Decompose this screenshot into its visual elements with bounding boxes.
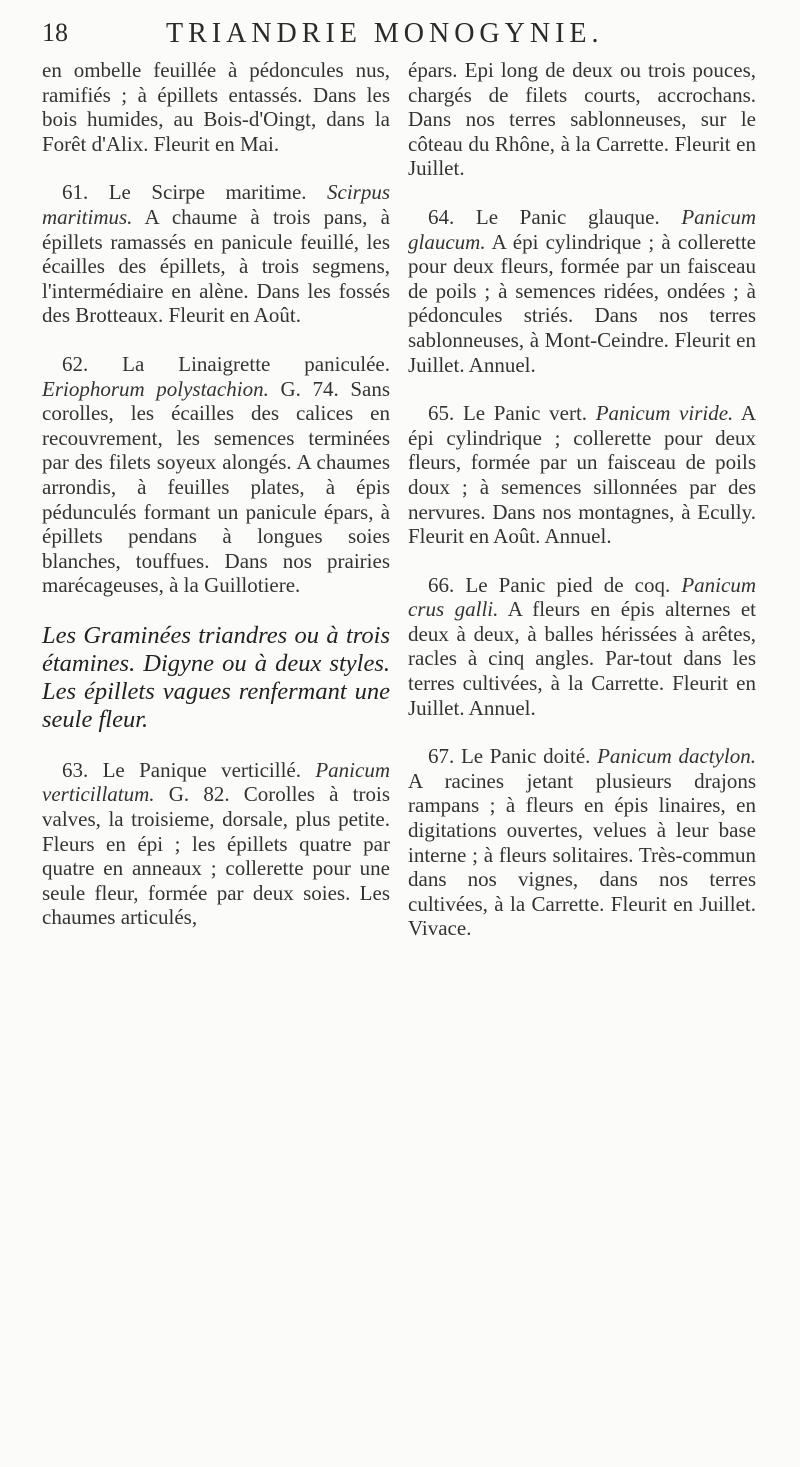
latin-name: Panicum glaucum.	[408, 204, 756, 254]
entry-title: 67. Le Panic doité.	[428, 744, 598, 769]
entry-62-linaigrette-paniculee	[42, 352, 390, 598]
entry-64-panic-glauque	[408, 205, 756, 377]
entry-title: 62. La Linaigrette paniculée.	[62, 351, 390, 376]
running-title: TRIANDRIE MONOGYNIE.	[166, 18, 604, 49]
latin-name: Panicum crus galli.	[408, 572, 756, 622]
entry-65-panic-vert	[408, 401, 756, 549]
entry-description: A fleurs en épis alternes et deux à deux, à balles hérissées à arêtes, racles à cinq angles. Par-tout dans les terres cultivées, à la Carrette. Fleurit en Juillet. Annuel.	[408, 597, 757, 720]
entry-title: 65. Le Panic vert.	[428, 401, 596, 426]
latin-name: Panicum viride.	[595, 401, 734, 426]
page-header	[42, 10, 762, 50]
right-column	[408, 58, 756, 965]
entry-description: G. 82. Corolles à trois valves, la troisieme, dorsale, plus petite. Fleurs en épi ; les épillets quatre par quatre en anneaux ; collerette pour une seule fleur, formée par deux soies. Les chaumes articulés,	[42, 782, 390, 930]
entry-title: 63. Le Panique verticillé.	[62, 757, 316, 782]
entry-title: 61. Le Scirpe maritime.	[62, 180, 327, 205]
entry-description: G. 74. Sans corolles, les écailles des calices en recouvrement, les semences terminées par des filets soyeux alongés. A chaumes arrondis, à feuilles plates, à épis pédunculés formant un panicule épars, à épillets pendans à longues soies blanches, touffues. Dans nos prairies marécageuses, à la Guillotiere.	[42, 376, 390, 598]
entry-description: A épi cylindrique ; à collerette pour deux fleurs, formée par un faisceau de poils ; à semences ridées, ondées ; à pédoncules striés. Dans nos terres sablonneuses, à Mont-Ceindre. Fleurit en Juillet. Annuel.	[408, 229, 756, 377]
paragraph-continuation	[42, 58, 390, 156]
entry-66-panic-pied-de-coq	[408, 573, 756, 721]
entry-description: A chaume à trois pans, à épillets ramassés en panicule feuillé, les écailles des épillets, à trois segmens, l'intermédiaire en alène. Dans les fossés des Brotteaux. Fleurit en Août.	[42, 204, 390, 328]
entry-title: 64. Le Panic glauque.	[428, 204, 682, 229]
entry-61-scirpe-maritime	[42, 180, 390, 328]
latin-name: Eriophorum polystachion.	[42, 376, 269, 401]
left-column	[42, 58, 390, 954]
entry-67-panic-doite	[408, 744, 756, 941]
page-number: 18	[42, 18, 68, 47]
entry-title: 66. Le Panic pied de coq.	[428, 572, 682, 597]
latin-name: Scirpus maritimus.	[42, 180, 390, 229]
paragraph-continuation	[408, 58, 756, 181]
entry-63-panique-verticille	[42, 758, 390, 930]
section-heading: Les Graminées triandres ou à trois étamines. Digyne ou à deux styles. Les épillets vagues renfermant une seule fleur.	[42, 621, 390, 733]
paragraph-text: épars. Epi long de deux ou trois pouces, chargés de filets courts, accrochans. Dans nos terres sablonneuses, sur le côteau du Rhône, à la Carrette. Fleurit en Juillet.	[408, 58, 756, 181]
entry-description: A racines jetant plusieurs drajons rampans ; à fleurs en épis linaires, en digitations ouvertes, velues à leur base interne ; à fleurs solitaires. Très-commun dans nos vignes, dans nos terres cultivées, à la Carrette. Fleurit en Juillet. Vivace.	[408, 768, 756, 941]
paragraph-text: en ombelle feuillée à pédoncules nus, ramifiés ; à épillets entassés. Dans les bois humides, au Bois-d'Oingt, dans la Forêt d'Alix. Fleurit en Mai.	[42, 58, 390, 156]
latin-name: Panicum dactylon.	[597, 744, 756, 769]
entry-description: A épi cylindrique ; collerette pour deux fleurs, formée par un faisceau de poils doux ; à semences sillonnées par des nervures. Dans nos montagnes, à Ecully. Fleurit en Août. Annuel.	[408, 401, 756, 549]
latin-name: Panicum verticillatum.	[42, 757, 390, 807]
